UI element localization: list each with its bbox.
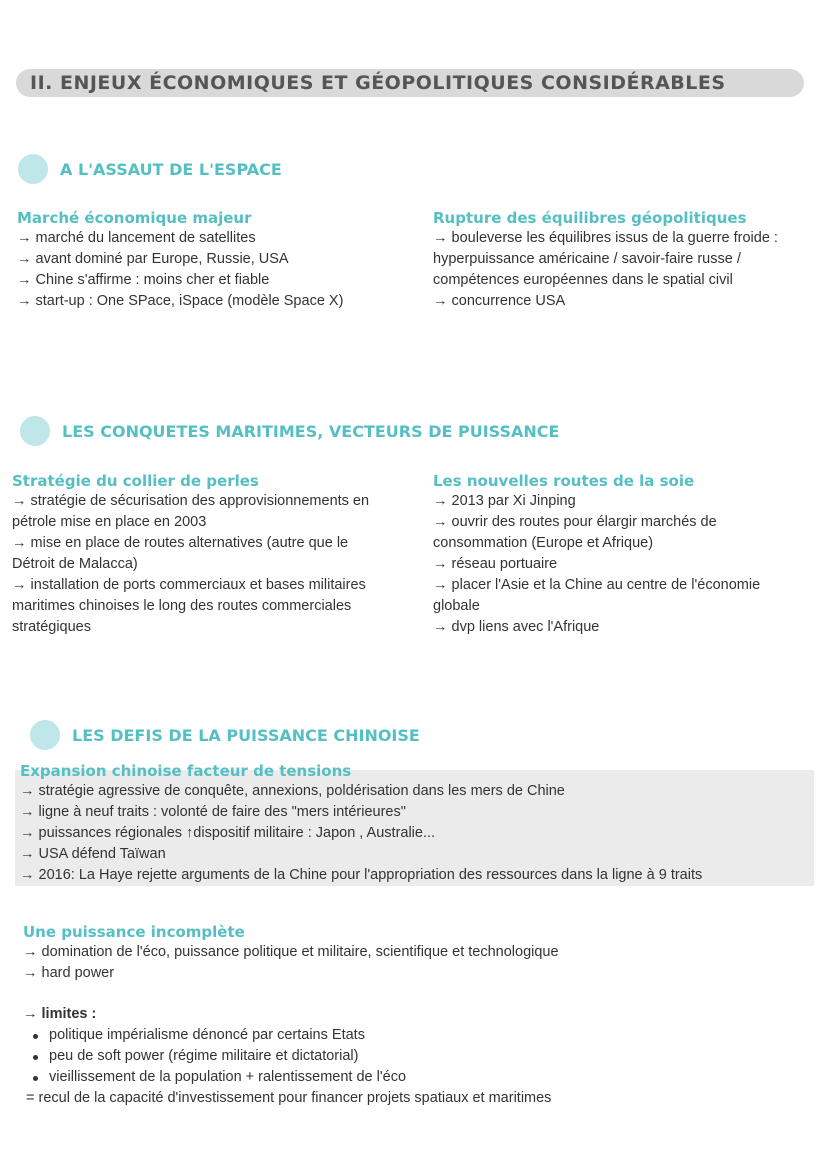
list-item: vieillissement de la population + ralentissement de l'éco xyxy=(23,1067,813,1088)
section-header-defis xyxy=(30,720,420,750)
text-line: → Chine s'affirme : moins cher et fiable xyxy=(17,272,270,288)
block-marche xyxy=(17,208,417,312)
text-line: → stratégie de sécurisation des approvisionnements en xyxy=(12,493,370,509)
block-collier xyxy=(12,471,422,638)
text-line: → marché du lancement de satellites xyxy=(17,230,256,246)
text-lines xyxy=(17,228,417,312)
text-line: → mise en place de routes alternatives (autre que le xyxy=(12,535,349,551)
text-lines xyxy=(12,491,422,638)
block-expansion xyxy=(20,761,820,886)
subheading: Expansion chinoise facteur de tensions xyxy=(20,762,352,780)
bullet-list xyxy=(23,1025,813,1088)
section-header-espace xyxy=(18,154,282,184)
conclusion-block xyxy=(26,1088,813,1109)
limits-block xyxy=(23,1004,813,1025)
section-bullet-icon xyxy=(20,416,50,446)
list-item: politique impérialisme dénoncé par certains Etats xyxy=(23,1025,813,1046)
section-title: A L'ASSAUT DE L'ESPACE xyxy=(60,159,282,179)
text-line: → avant dominé par Europe, Russie, USA xyxy=(17,251,289,267)
text-line: → start-up : One SPace, iSpace (modèle Space X) xyxy=(17,293,344,309)
text-line: → stratégie agressive de conquête, annexions, poldérisation dans les mers de Chine xyxy=(20,783,565,799)
text-line: → 2013 par Xi Jinping xyxy=(433,493,576,509)
subheading: Stratégie du collier de perles xyxy=(12,472,259,490)
page-title: II. ENJEUX ÉCONOMIQUES ET GÉOPOLITIQUES CONSIDÉRABLES xyxy=(16,69,804,97)
text-line: hyperpuissance américaine / savoir-faire russe / xyxy=(433,251,741,267)
text-line: → bouleverse les équilibres issus de la guerre froide : xyxy=(433,230,778,246)
text-line: → concurrence USA xyxy=(433,293,566,309)
block-rupture xyxy=(433,208,823,312)
text-line: → dvp liens avec l'Afrique xyxy=(433,619,600,635)
section-title: LES CONQUETES MARITIMES, VECTEURS DE PUISSANCE xyxy=(62,421,560,441)
subheading: Rupture des équilibres géopolitiques xyxy=(433,209,747,227)
text-line: → puissances régionales ↑dispositif militaire : Japon , Australie... xyxy=(20,825,436,841)
text-line: → hard power xyxy=(23,965,115,981)
text-lines xyxy=(433,228,823,312)
text-line: maritimes chinoises le long des routes commerciales xyxy=(12,598,352,614)
text-line: → ligne à neuf traits : volonté de faire des "mers intérieures" xyxy=(20,804,406,820)
text-line: globale xyxy=(433,598,480,614)
text-line: → placer l'Asie et la Chine au centre de l'économie xyxy=(433,577,761,593)
subheading: Les nouvelles routes de la soie xyxy=(433,472,695,490)
text-line: consommation (Europe et Afrique) xyxy=(433,535,654,551)
subheading: Une puissance incomplète xyxy=(23,923,245,941)
text-lines xyxy=(20,781,820,886)
text-lines xyxy=(23,942,813,984)
text-lines xyxy=(433,491,823,638)
text-line: pétrole mise en place en 2003 xyxy=(12,514,207,530)
text-line: → USA défend Taïwan xyxy=(20,846,166,862)
text-line: → réseau portuaire xyxy=(433,556,558,572)
section-bullet-icon xyxy=(30,720,60,750)
conclusion-line: = recul de la capacité d'investissement pour financer projets spatiaux et maritimes xyxy=(26,1090,552,1106)
text-line: → ouvrir des routes pour élargir marchés de xyxy=(433,514,717,530)
list-item: peu de soft power (régime militaire et dictatorial) xyxy=(23,1046,813,1067)
text-line: → installation de ports commerciaux et bases militaires xyxy=(12,577,366,593)
text-line: stratégiques xyxy=(12,619,91,635)
text-line: → domination de l'éco, puissance politique et militaire, scientifique et technologique xyxy=(23,944,559,960)
block-routes-soie xyxy=(433,471,823,638)
subheading: Marché économique majeur xyxy=(17,209,252,227)
section-header-maritimes xyxy=(20,416,559,446)
text-line: compétences européennes dans le spatial civil xyxy=(433,272,733,288)
section-bullet-icon xyxy=(18,154,48,184)
limits-label: → limites : xyxy=(23,1006,97,1022)
block-incomplete xyxy=(23,922,813,1109)
text-line: → 2016: La Haye rejette arguments de la Chine pour l'appropriation des ressources dans la ligne à 9 traits xyxy=(20,867,703,883)
section-title: LES DEFIS DE LA PUISSANCE CHINOISE xyxy=(72,725,420,745)
text-line: Détroit de Malacca) xyxy=(12,556,138,572)
